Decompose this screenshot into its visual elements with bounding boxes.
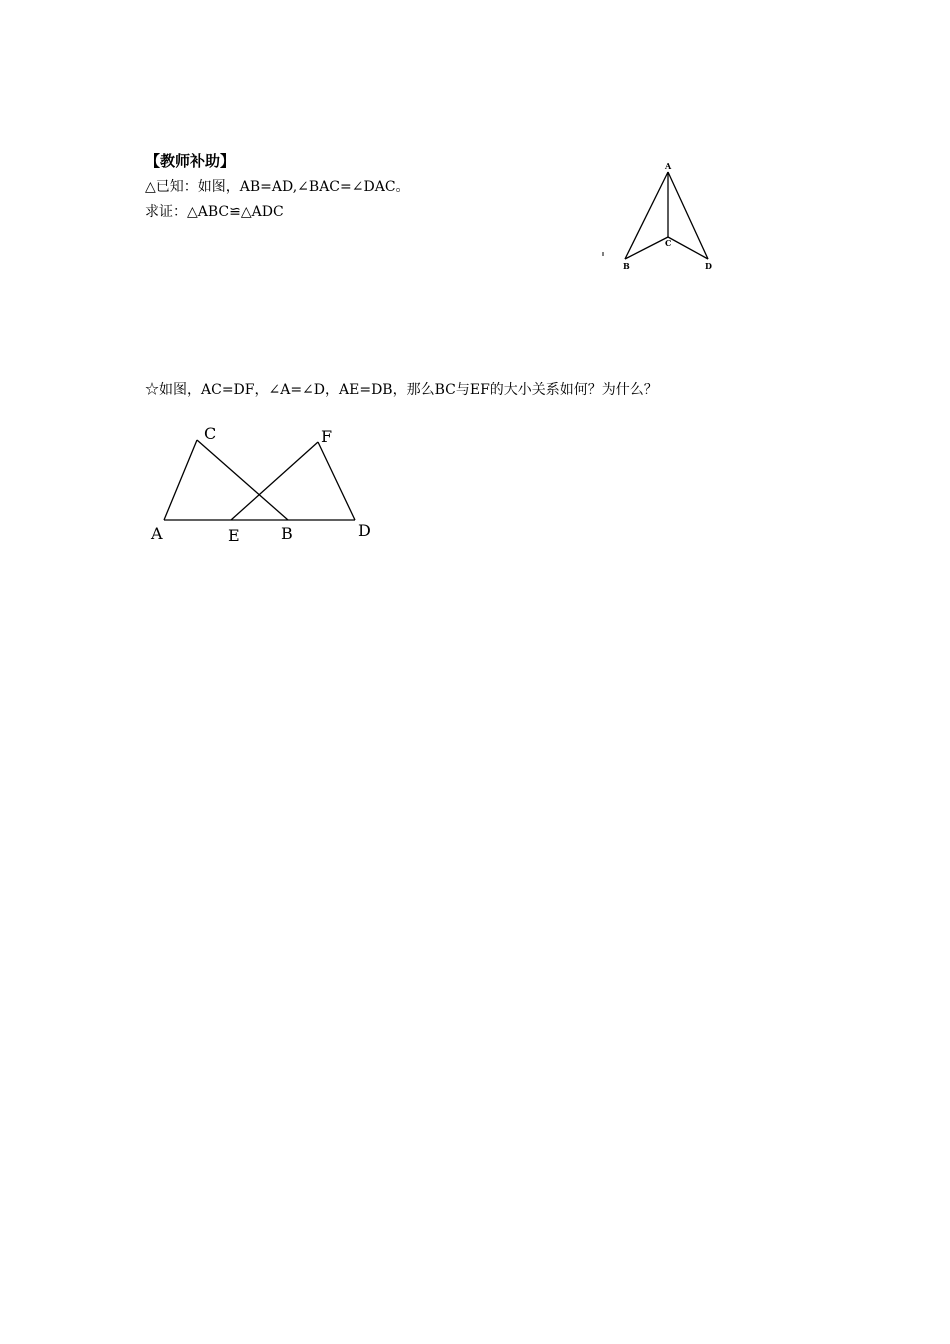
label-d: D — [358, 521, 371, 540]
label-f: F — [321, 427, 333, 446]
figure-1 — [595, 158, 725, 278]
label-c: C — [665, 238, 672, 248]
segment-ab — [625, 172, 668, 259]
problem1-prove: 求证：△ABC≌△ADC — [145, 204, 284, 220]
label-a: A — [151, 524, 163, 543]
segment-ac — [164, 440, 197, 520]
segment-cd — [668, 237, 708, 259]
figure-2 — [140, 415, 390, 550]
segment-ad — [668, 172, 708, 259]
problem1-given: △已知：如图，AB=AD,∠BAC=∠DAC。 — [145, 179, 410, 195]
segment-bc — [625, 237, 668, 259]
label-d: D — [705, 261, 712, 271]
problem2-text: ☆如图，AC=DF，∠A=∠D，AE=DB，那么BC与EF的大小关系如何？为什么？ — [145, 382, 658, 398]
label-b: B — [281, 524, 293, 543]
label-b: B — [623, 261, 630, 271]
section-heading: 【教师补助】 — [145, 152, 236, 170]
label-e: E — [228, 526, 240, 545]
segment-cb — [197, 440, 288, 520]
label-a: A — [665, 161, 672, 171]
segment-fd — [318, 442, 355, 520]
label-c: C — [204, 424, 217, 443]
